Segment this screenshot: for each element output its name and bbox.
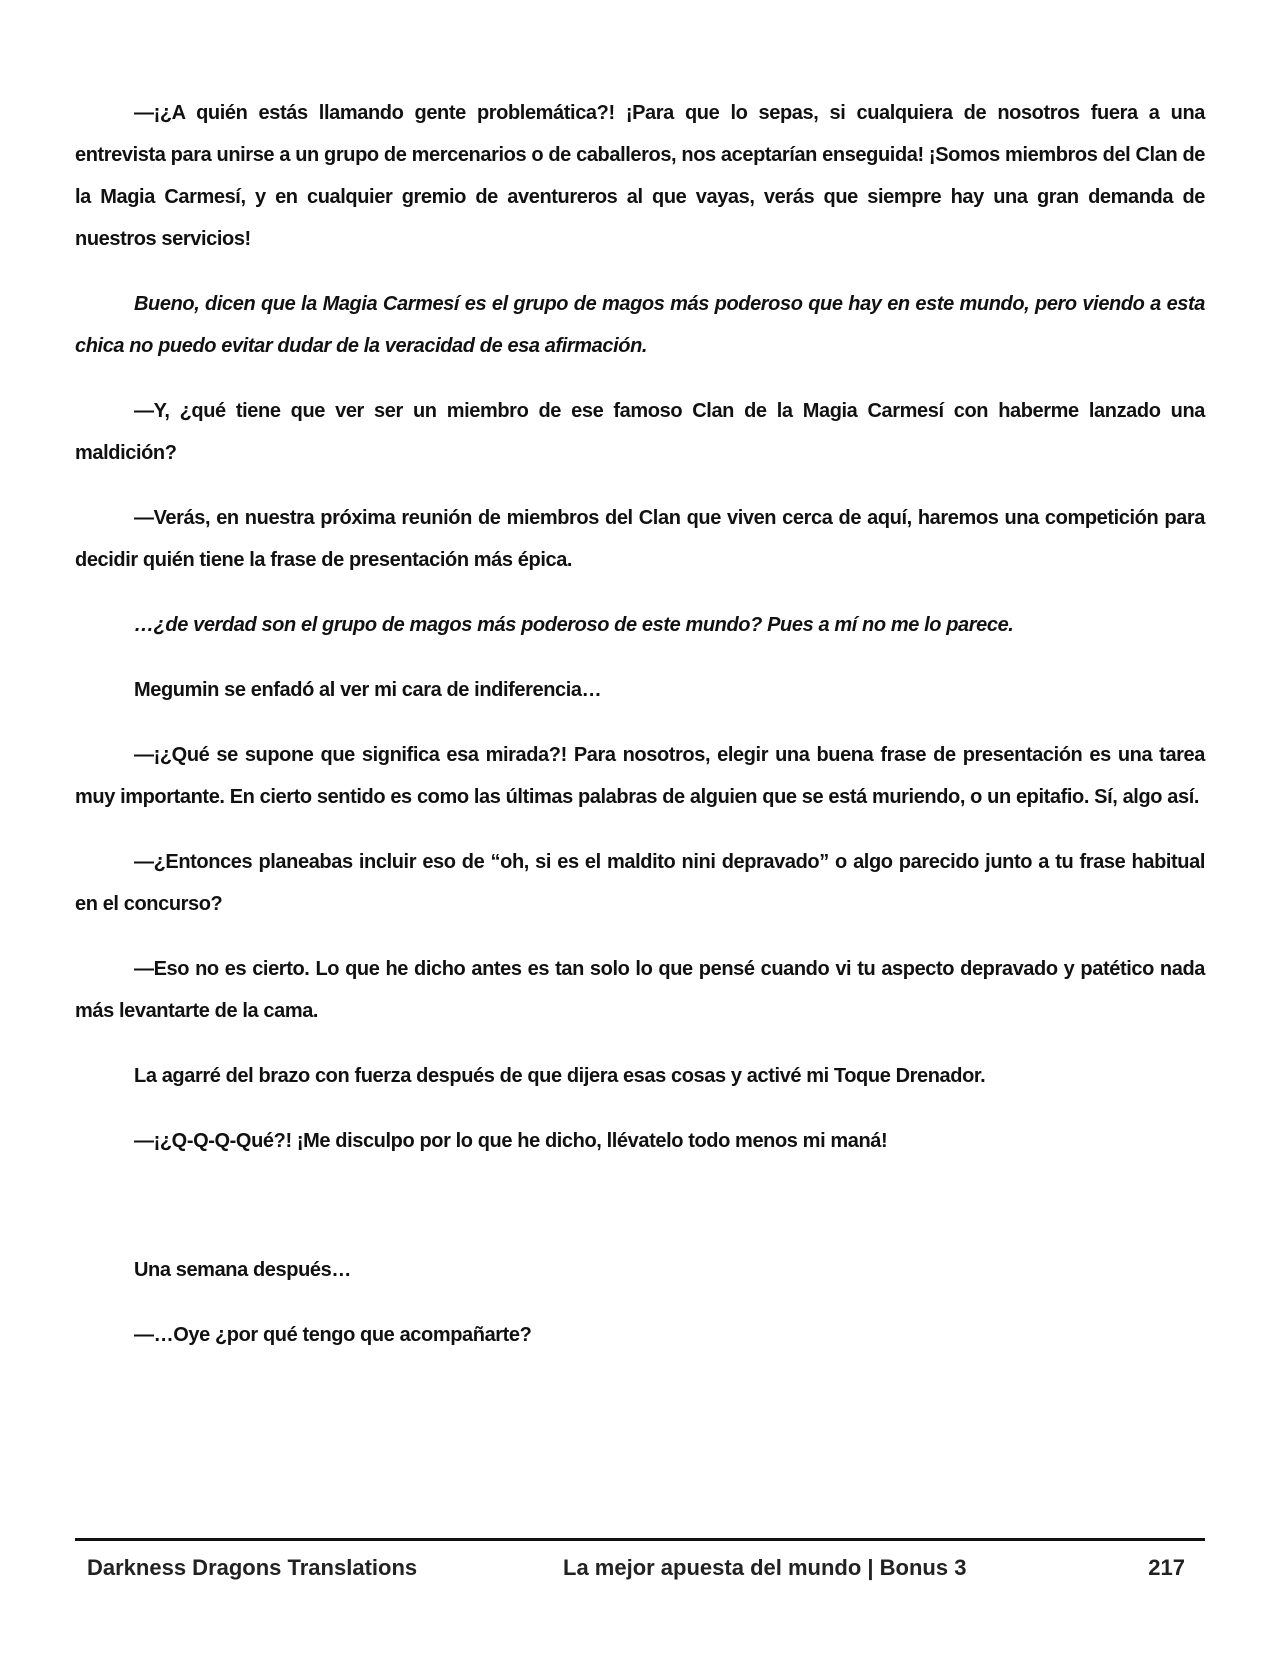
paragraph-narration: Una semana después… <box>134 1259 351 1281</box>
paragraph-dialogue: —¡¿Q-Q-Q-Qué?! ¡Me disculpo por lo que he dicho, llévatelo todo menos mi maná! <box>134 1130 888 1152</box>
footer-book-title: La mejor apuesta del mundo | Bonus 3 <box>563 1555 967 1580</box>
paragraph-dialogue: —¡¿A quién estás llamando gente problemática?! ¡Para que lo sepas, si cualquiera de nosotros fuera a una entrevista para unirse a un grupo de mercenarios o de caballeros, nos aceptarían enseguida! ¡Somos miembros del Clan de la Magia Carmesí, y en cualquier gremio de aventureros al que vayas, verás que siempre hay una gran demanda de nuestros servicios! <box>75 102 1205 250</box>
paragraph-narration-italic: Bueno, dicen que la Magia Carmesí es el grupo de magos más poderoso que hay en este mundo, pero viendo a esta chica no puedo evitar dudar de la veracidad de esa afirmación. <box>75 293 1205 357</box>
footer-page-number: 217 <box>1148 1555 1185 1580</box>
body-text <box>75 92 1205 1356</box>
paragraph-dialogue: —Y, ¿qué tiene que ver ser un miembro de ese famoso Clan de la Magia Carmesí con haberme lanzado una maldición? <box>75 400 1205 464</box>
paragraph-narration: Megumin se enfadó al ver mi cara de indiferencia… <box>134 679 602 701</box>
footer-translator-credit: Darkness Dragons Translations <box>87 1555 418 1580</box>
paragraph-dialogue: —…Oye ¿por qué tengo que acompañarte? <box>134 1324 532 1346</box>
paragraph-dialogue: —¡¿Qué se supone que significa esa mirada?! Para nosotros, elegir una buena frase de presentación es una tarea muy importante. En cierto sentido es como las últimas palabras de alguien que se está muriendo, o un epitafio. Sí, algo así. <box>75 744 1205 808</box>
paragraph-dialogue: —Eso no es cierto. Lo que he dicho antes es tan solo lo que pensé cuando vi tu aspecto depravado y patético nada más levantarte de la cama. <box>75 958 1205 1022</box>
paragraph-narration-italic: …¿de verdad son el grupo de magos más poderoso de este mundo? Pues a mí no me lo parece. <box>134 614 1014 636</box>
paragraph-dialogue: —¿Entonces planeabas incluir eso de “oh, si es el maldito nini depravado” o algo parecido junto a tu frase habitual en el concurso? <box>75 851 1205 915</box>
paragraph-dialogue: —Verás, en nuestra próxima reunión de miembros del Clan que viven cerca de aquí, haremos una competición para decidir quién tiene la frase de presentación más épica. <box>75 507 1205 571</box>
paragraph-narration: La agarré del brazo con fuerza después de que dijera esas cosas y activé mi Toque Drenador. <box>134 1065 986 1087</box>
page-footer <box>75 1538 1205 1580</box>
